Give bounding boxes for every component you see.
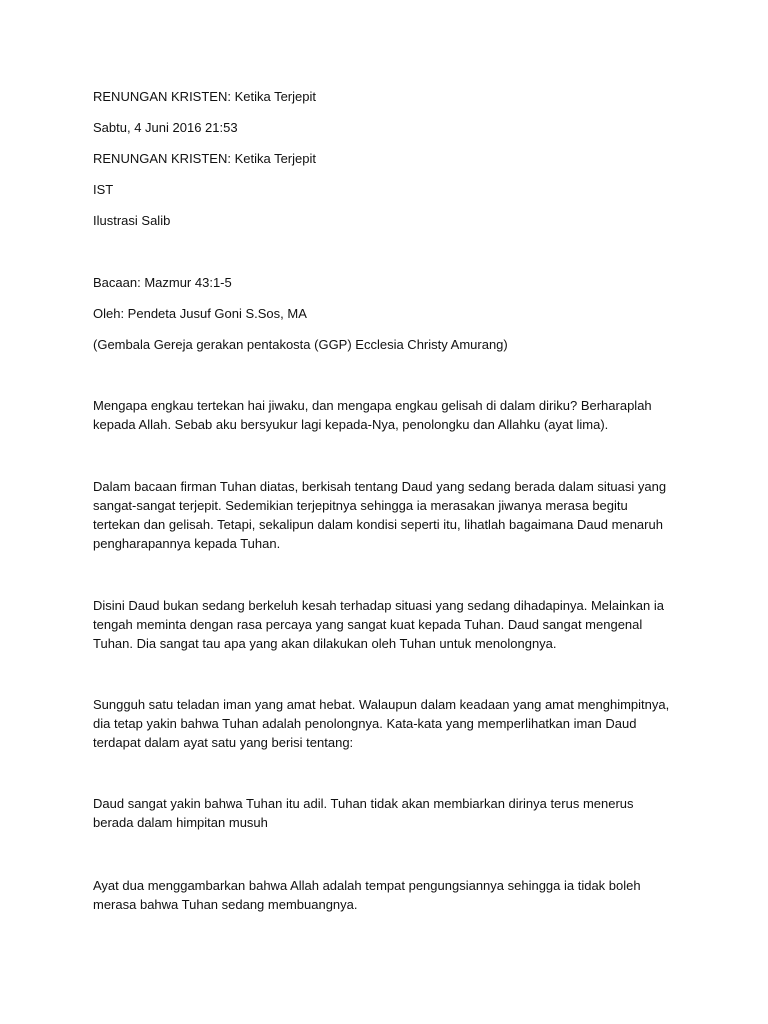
paragraph-line: terdapat dalam ayat satu yang berisi tentang: [93, 735, 354, 750]
paragraph-example [93, 695, 693, 752]
author-line: Oleh: Pendeta Jusuf Goni S.Sos, MA [93, 306, 307, 321]
article-title: RENUNGAN KRISTEN: Ketika Terjepit [93, 151, 316, 166]
author-affiliation: (Gembala Gereja gerakan pentakosta (GGP) Ecclesia Christy Amurang) [93, 337, 508, 352]
paragraph-line: tengah meminta dengan rasa percaya yang sangat kuat kepada Tuhan. Daud sangat mengenal [93, 617, 643, 632]
image-caption: Ilustrasi Salib [93, 213, 171, 228]
paragraph-context [93, 477, 693, 553]
paragraph-line: Mengapa engkau tertekan hai jiwaku, dan mengapa engkau gelisah di dalam diriku? Berharaplah [93, 398, 652, 413]
paragraph-line: tertekan dan gelisah. Tetapi, sekalipun dalam kondisi seperti itu, lihatlah bagaimana Daud menaruh [93, 517, 663, 532]
paragraph-verse-one [93, 794, 693, 832]
post-date: Sabtu, 4 Juni 2016 21:53 [93, 120, 238, 135]
paragraph-line: Disini Daud bukan sedang berkeluh kesah terhadap situasi yang sedang dihadapinya. Melainkan ia [93, 598, 664, 613]
paragraph-line: merasa bahwa Tuhan sedang membuangnya. [93, 897, 358, 912]
image-credit: IST [93, 182, 114, 197]
paragraph-line: Dalam bacaan firman Tuhan diatas, berkisah tentang Daud yang sedang berada dalam situasi yang [93, 479, 667, 494]
paragraph-line: Daud sangat yakin bahwa Tuhan itu adil. Tuhan tidak akan membiarkan dirinya terus menerus [93, 796, 634, 811]
paragraph-line: pengharapannya kepada Tuhan. [93, 536, 281, 551]
paragraph-verse-quote [93, 396, 693, 434]
paragraph-line: sangat-sangat terjepit. Sedemikian terjepitnya sehingga ia merasakan jiwanya merasa begitu [93, 498, 628, 513]
paragraph-line: Tuhan. Dia sangat tau apa yang akan dilakukan oleh Tuhan untuk menolongnya. [93, 636, 557, 651]
paragraph-trust [93, 596, 693, 653]
paragraph-line: Ayat dua menggambarkan bahwa Allah adalah tempat pengungsiannya sehingga ia tidak boleh [93, 878, 641, 893]
scripture-reading: Bacaan: Mazmur 43:1-5 [93, 275, 232, 290]
paragraph-line: kepada Allah. Sebab aku bersyukur lagi kepada-Nya, penolongku dan Allahku (ayat lima). [93, 417, 609, 432]
document-title: RENUNGAN KRISTEN: Ketika Terjepit [93, 89, 316, 104]
paragraph-line: Sungguh satu teladan iman yang amat hebat. Walaupun dalam keadaan yang amat menghimpitnya, [93, 697, 670, 712]
paragraph-line: berada dalam himpitan musuh [93, 815, 268, 830]
paragraph-line: dia tetap yakin bahwa Tuhan adalah penolongnya. Kata-kata yang memperlihatkan iman Daud [93, 716, 637, 731]
paragraph-verse-two [93, 876, 693, 914]
